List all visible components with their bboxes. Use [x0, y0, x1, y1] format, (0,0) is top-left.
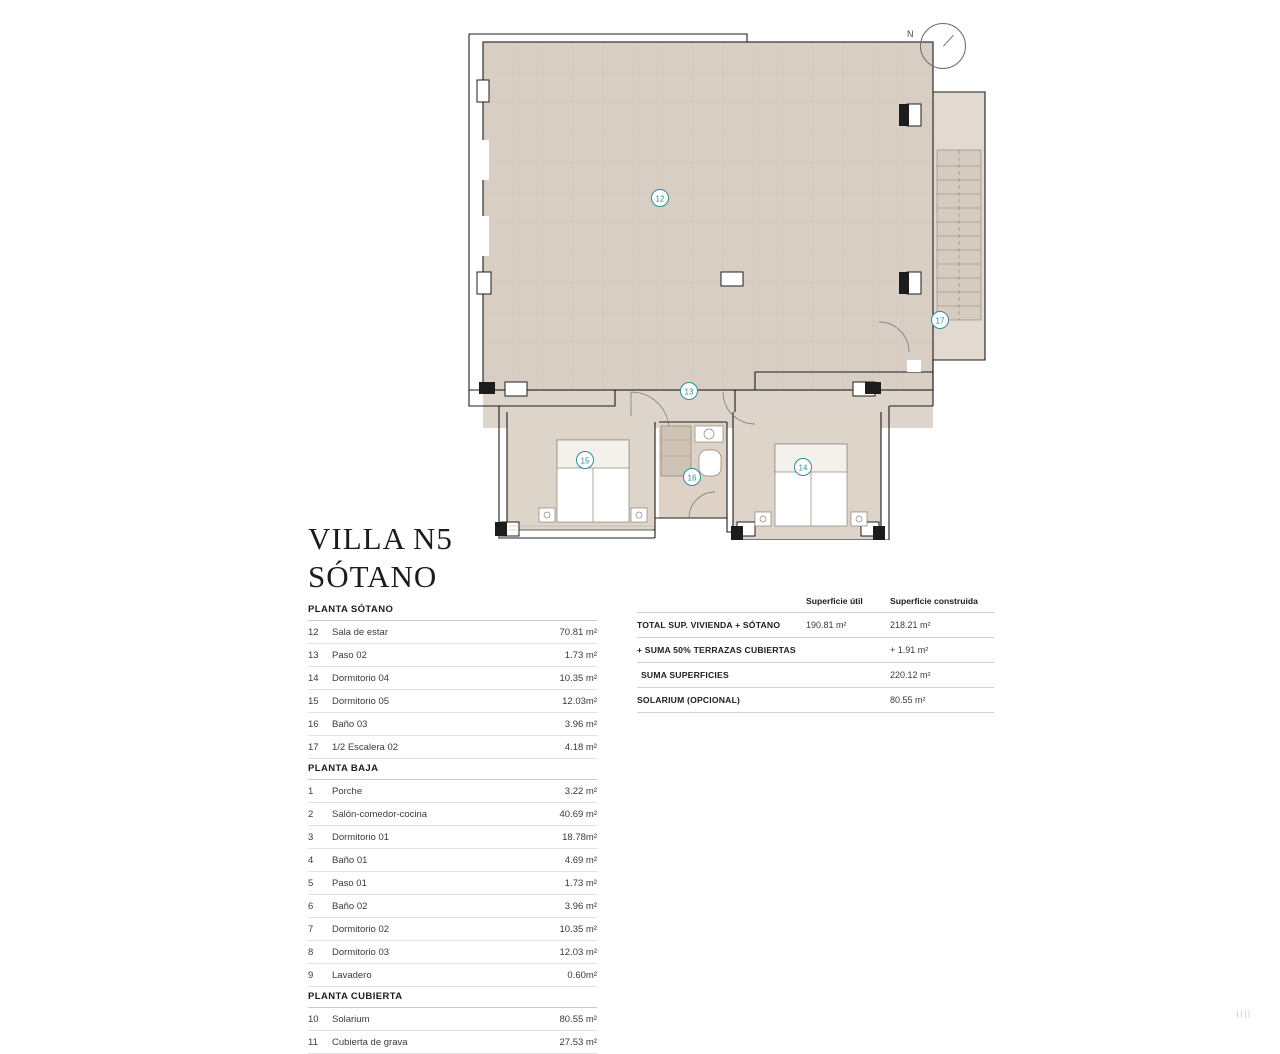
legend-row-name: Dormitorio 02: [332, 923, 390, 935]
legend-row-name: Dormitorio 05: [332, 695, 390, 707]
floor-plan-svg: [455, 20, 995, 540]
room-marker-12: [652, 190, 669, 207]
legend-row-area: 1.73 m²: [564, 649, 597, 661]
svg-text:16: 16: [687, 473, 697, 483]
summary-row: [637, 662, 994, 687]
legend-row-number: 11: [308, 1036, 318, 1048]
legend-row-number: 5: [308, 877, 314, 889]
page-title: [308, 520, 453, 596]
legend-row-name: Baño 01: [332, 854, 368, 866]
legend-row-area: 12.03 m²: [559, 946, 597, 958]
legend-section-heading: PLANTA CUBIERTA: [308, 987, 597, 1008]
legend-row-number: 16: [308, 718, 319, 730]
legend-row-area: 70.81 m²: [559, 626, 597, 638]
legend-row-number: 9: [308, 969, 314, 981]
staircase: [937, 150, 981, 320]
legend-row-area: 0.60m²: [567, 969, 597, 981]
summary-row-construida: 218.21 m²: [890, 620, 931, 630]
svg-text:14: 14: [798, 463, 808, 473]
summary-row-construida: 220.12 m²: [890, 670, 931, 680]
svg-text:15: 15: [580, 456, 590, 466]
legend-row-area: 4.18 m²: [564, 741, 597, 753]
legend-row-name: Dormitorio 01: [332, 831, 390, 843]
summary-row-label: SOLARIUM (OPCIONAL): [637, 695, 741, 705]
legend-row-number: 4: [308, 854, 314, 866]
corner-mark: ||||: [1236, 1011, 1252, 1018]
summary-row-construida: 80.55 m²: [890, 695, 926, 705]
surface-summary-table: [637, 596, 994, 713]
north-compass-icon: [907, 23, 966, 69]
legend-row-name: Solarium: [332, 1013, 370, 1025]
legend-row: [308, 690, 597, 713]
summary-header-util: Superficie útil: [806, 596, 863, 606]
legend-row-area: 3.96 m²: [564, 900, 597, 912]
legend-row-number: 8: [308, 946, 314, 958]
room-marker-17: [932, 312, 949, 329]
summary-row: [637, 612, 994, 637]
legend-row: [308, 826, 597, 849]
legend-row-number: 1: [308, 785, 314, 797]
legend-row: [308, 621, 597, 644]
legend-row-area: 3.22 m²: [564, 785, 597, 797]
legend-row-number: 2: [308, 808, 314, 820]
legend-row-area: 80.55 m²: [559, 1013, 597, 1025]
legend-row-number: 3: [308, 831, 314, 843]
legend-section-heading: PLANTA SÓTANO: [308, 600, 597, 621]
legend-row-area: 10.35 m²: [559, 672, 597, 684]
legend-row-number: 7: [308, 923, 314, 935]
svg-text:12: 12: [655, 194, 665, 204]
legend-row: [308, 895, 597, 918]
legend-row: [308, 1008, 597, 1031]
summary-row-label: SUMA SUPERFICIES: [641, 670, 729, 680]
summary-row: [637, 687, 994, 713]
legend-row-number: 13: [308, 649, 319, 661]
legend-row: [308, 941, 597, 964]
room-marker-14: [795, 459, 812, 476]
legend-row-area: 1.73 m²: [564, 877, 597, 889]
room-marker-13: [681, 383, 698, 400]
compass-north-label: N: [907, 29, 914, 39]
legend-row-name: Dormitorio 03: [332, 946, 390, 958]
legend-row-name: 1/2 Escalera 02: [332, 741, 399, 753]
summary-row-label: + SUMA 50% TERRAZAS CUBIERTAS: [637, 645, 796, 655]
legend-row-name: Paso 01: [332, 877, 367, 889]
svg-text:13: 13: [684, 387, 694, 397]
legend-section-heading: PLANTA BAJA: [308, 759, 597, 780]
summary-row-label: TOTAL SUP. VIVIENDA + SÓTANO: [637, 620, 781, 630]
legend-row-number: 14: [308, 672, 319, 684]
legend-row-name: Sala de estar: [332, 626, 388, 638]
legend-row-name: Lavadero: [332, 969, 372, 981]
legend-row: [308, 849, 597, 872]
summary-header-row: [637, 596, 994, 612]
legend-row-name: Salón-comedor-cocina: [332, 808, 428, 820]
summary-row-util: 190.81 m²: [806, 620, 847, 630]
legend-row: [308, 872, 597, 895]
legend-row-number: 15: [308, 695, 319, 707]
legend-row: [308, 780, 597, 803]
legend-row: [308, 964, 597, 987]
legend-row-area: 10.35 m²: [559, 923, 597, 935]
legend-row: [308, 1031, 597, 1054]
legend-row-number: 10: [308, 1013, 319, 1025]
legend-row-name: Dormitorio 04: [332, 672, 390, 684]
legend-row-number: 6: [308, 900, 314, 912]
legend-row: [308, 713, 597, 736]
legend-row-name: Paso 02: [332, 649, 367, 661]
legend-row-area: 3.96 m²: [564, 718, 597, 730]
legend-row-number: 12: [308, 626, 319, 638]
legend-row-area: 4.69 m²: [564, 854, 597, 866]
legend-row: [308, 918, 597, 941]
legend-row-area: 18.78m²: [562, 831, 597, 843]
legend-row-name: Baño 03: [332, 718, 368, 730]
legend-row-name: Porche: [332, 785, 363, 797]
svg-text:17: 17: [935, 316, 945, 326]
floor-plan: [455, 20, 995, 540]
legend-row-area: 12.03m²: [562, 695, 597, 707]
room-marker-15: [577, 452, 594, 469]
legend-row: [308, 667, 597, 690]
legend-row: [308, 644, 597, 667]
summary-row: [637, 637, 994, 662]
legend-row: [308, 803, 597, 826]
summary-header-construida: Superficie construida: [890, 596, 978, 606]
room-legend: [308, 600, 597, 1054]
legend-row-number: 17: [308, 741, 319, 753]
title-line-2: SÓTANO: [308, 558, 438, 594]
legend-row-area: 27.53 m²: [559, 1036, 597, 1048]
legend-row: [308, 736, 597, 759]
legend-row-name: Baño 02: [332, 900, 368, 912]
room-marker-16: [684, 469, 701, 486]
legend-row-area: 40.69 m²: [559, 808, 597, 820]
summary-row-construida: + 1.91 m²: [890, 645, 929, 655]
title-line-1: VILLA N5: [308, 521, 453, 556]
legend-row-name: Cubierta de grava: [332, 1036, 408, 1048]
